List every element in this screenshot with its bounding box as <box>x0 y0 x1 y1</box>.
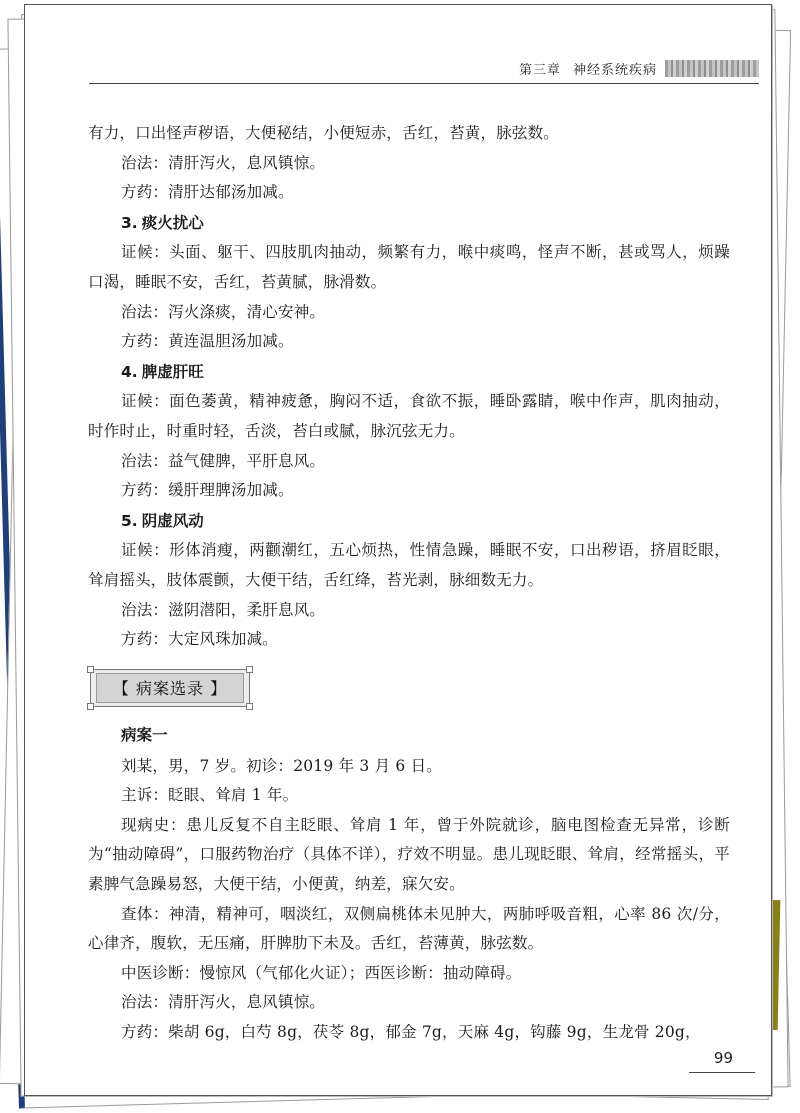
page-body <box>88 119 730 1048</box>
case-paragraph: 方药：柴胡 6g，白芍 8g，茯苓 8g，郁金 7g，天麻 4g，钩藤 9g，生龙骨 20g， <box>121 1023 701 1042</box>
case-paragraph: 查体：神清，精神可，咽淡红，双侧扁桃体未见肿大，两肺呼吸音粗，心率 86 次/分，心律齐，腹软，无压痛，肝脾肋下未及。舌红，苔薄黄，脉弦数。 <box>88 904 730 953</box>
body-paragraph: 治法：益气健脾，平肝息风。 <box>121 451 326 470</box>
body-paragraph: 治法：清肝泻火，息风镇惊。 <box>121 153 326 172</box>
case-paragraph: 现病史：患儿反复不自主眨眼、耸肩 1 年，曾于外院就诊，脑电图检查无异常，诊断为“抽动障碍”，口服药物治疗（具体不详），疗效不明显。患儿现眨眼、耸肩，经常摇头，平素脾气急躁易怒，大便干结，小便黄，纳差，寐欠安。 <box>88 815 730 894</box>
body-paragraph: 治法：滋阴潜阳，柔肝息风。 <box>121 600 326 619</box>
footer-rule <box>689 1072 755 1073</box>
case-paragraph: 治法：清肝泻火，息风镇惊。 <box>121 993 326 1012</box>
subsection-number: 4. <box>121 362 138 381</box>
running-head <box>519 59 759 78</box>
body-paragraph: 证候：面色萎黄，精神疲惫，胸闷不适，食欲不振，睡卧露睛，喉中作声，肌肉抽动，时作时止，时重时轻，舌淡，苔白或腻，脉沉弦无力。 <box>88 392 730 440</box>
subsection-number: 3. <box>121 213 138 232</box>
body-paragraph: 有力，口出怪声秽语，大便秘结，小便短赤，舌红，苔黄，脉弦数。 <box>88 124 560 142</box>
header-rule <box>89 83 759 84</box>
body-paragraph: 证候：形体消瘦，两颧潮红，五心烦热，性情急躁，睡眠不安，口出秽语，挤眉眨眼，耸肩摇头，肢体震颤，大便干结，舌红绛，苔光剥，脉细数无力。 <box>88 541 730 589</box>
body-paragraph: 方药：缓肝理脾汤加减。 <box>121 481 294 500</box>
book-page <box>24 4 772 1096</box>
case-paragraph: 中医诊断：慢惊风（气郁化火证）；西医诊断：抽动障碍。 <box>121 963 522 982</box>
case-paragraph: 主诉：眨眼、耸肩 1 年。 <box>121 786 299 805</box>
subsection-title: 痰火扰心 <box>141 212 204 232</box>
section-heading: 【 病案选录 】 <box>112 679 228 699</box>
subsection-title: 脾虚肝旺 <box>141 361 204 381</box>
case-title: 病案一 <box>121 724 168 744</box>
subsection-title: 阴虚风动 <box>141 510 204 530</box>
body-paragraph: 证候：头面、躯干、四肢肌肉抽动，频繁有力，喉中痰鸣，怪声不断，甚或骂人，烦躁口渴，睡眠不安，舌红，苔黄腻，脉滑数。 <box>88 243 730 291</box>
subsection-number: 5. <box>121 511 138 530</box>
treatment-section <box>88 119 730 655</box>
subsection-heading <box>88 506 730 537</box>
body-paragraph: 治法：泻火涤痰，清心安神。 <box>121 302 326 321</box>
case-record <box>88 752 730 1048</box>
chapter-label <box>519 59 657 78</box>
subsection-heading <box>88 208 730 239</box>
body-paragraph: 方药：黄连温胆汤加减。 <box>121 332 294 351</box>
page-number: 99 <box>713 1049 733 1067</box>
case-paragraph: 刘某，男，7 岁。初诊：2019 年 3 月 6 日。 <box>121 756 442 775</box>
body-paragraph: 方药：清肝达郁汤加减。 <box>121 183 294 202</box>
body-paragraph: 方药：大定风珠加减。 <box>121 630 279 649</box>
header-decorative-bar <box>665 60 759 77</box>
chapter-number: 第三章 <box>518 63 561 78</box>
chapter-title: 神经系统疾病 <box>572 63 657 78</box>
subsection-heading <box>88 357 730 388</box>
section-heading-box <box>90 669 250 707</box>
